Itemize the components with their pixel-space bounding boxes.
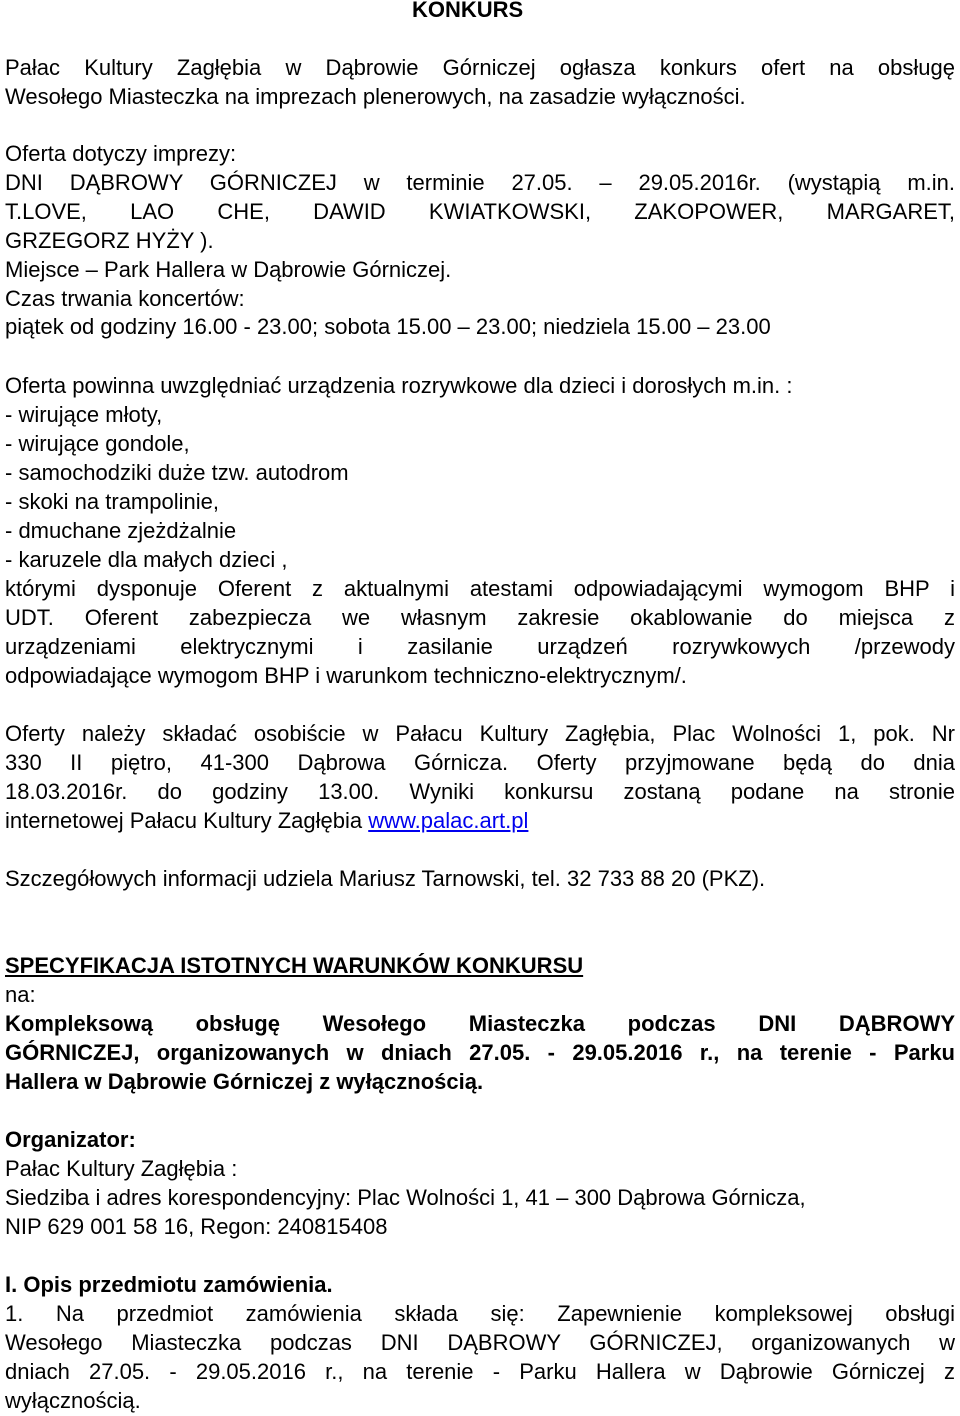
event-schedule: piątek od godziny 16.00 - 23.00; sobota 15.00 – 23.00; niedziela 15.00 – 23.00: [5, 314, 771, 339]
submission-line-1: Oferty należy składać osobiście w Pałacu Kultury Zagłębia, Plac Wolności 1, pok. Nr: [5, 721, 955, 746]
section-1-line-1: 1. Na przedmiot zamówienia składa się: Zapewnienie kompleksowej obsługi: [5, 1301, 955, 1326]
event-line-3: T.LOVE, LAO CHE, DAWID KWIATKOWSKI, ZAKOPOWER, MARGARET,: [5, 199, 955, 224]
event-label: Oferta dotyczy imprezy:: [5, 141, 237, 166]
section-1-line-2: Wesołego Miasteczka podczas DNI DĄBROWY GÓRNICZEJ, organizowanych w: [5, 1330, 955, 1355]
section-1-heading: I. Opis przedmiotu zamówienia.: [5, 1272, 333, 1297]
requirements-line-1: którymi dysponuje Oferent z aktualnymi atestami odpowiadającymi wymogom BHP i: [5, 576, 955, 601]
device-item: - wirujące gondole,: [5, 431, 190, 456]
organizer-address: Siedziba i adres korespondencyjny: Plac Wolności 1, 41 – 300 Dąbrowa Górnicza,: [5, 1185, 806, 1210]
organizer-ids: NIP 629 001 58 16, Regon: 240815408: [5, 1214, 388, 1239]
spec-subject-line-1: Kompleksową obsługę Wesołego Miasteczka podczas DNI DĄBROWY: [5, 1011, 955, 1036]
event-line-4: GRZEGORZ HYŻY ).: [5, 228, 214, 253]
submission-line-2: 330 II piętro, 41-300 Dąbrowa Górnicza. Oferty przyjmowane będą do dnia: [5, 750, 955, 775]
device-item: - dmuchane zjeżdżalnie: [5, 518, 237, 543]
event-line-2: DNI DĄBROWY GÓRNICZEJ w terminie 27.05. – 29.05.2016r. (wystąpią m.in.: [5, 170, 955, 195]
spec-na: na:: [5, 982, 36, 1007]
spec-heading: SPECYFIKACJA ISTOTNYCH WARUNKÓW KONKURSU: [5, 953, 584, 978]
device-item: - skoki na trampolinie,: [5, 489, 219, 514]
device-item: - karuzele dla małych dzieci ,: [5, 547, 288, 572]
organizer-label: Organizator:: [5, 1127, 136, 1152]
requirements-line-3: urządzeniami elektrycznymi i zasilanie urządzeń rozrywkowych /przewody: [5, 634, 955, 659]
requirements-line-4: odpowiadające wymogom BHP i warunkom techniczno-elektrycznym/.: [5, 663, 687, 688]
intro-line-2: Wesołego Miasteczka na imprezach plenerowych, na zasadzie wyłączności.: [5, 84, 746, 109]
submission-line-3: 18.03.2016r. do godziny 13.00. Wyniki konkursu zostaną podane na stronie: [5, 779, 955, 804]
website-link[interactable]: www.palac.art.pl: [368, 808, 529, 833]
requirements-line-2: UDT. Oferent zabezpiecza we własnym zakresie okablowanie do miejsca z: [5, 605, 955, 630]
intro-line-1: Pałac Kultury Zagłębia w Dąbrowie Górniczej ogłasza konkurs ofert na obsługę: [5, 55, 955, 80]
device-item: - wirujące młoty,: [5, 402, 163, 427]
spec-subject-line-3: Hallera w Dąbrowie Górniczej z wyłącznością.: [5, 1069, 484, 1094]
devices-intro: Oferta powinna uwzględniać urządzenia rozrywkowe dla dzieci i dorosłych m.in. :: [5, 373, 793, 398]
submission-line-4: [5, 807, 528, 835]
section-1-line-4: wyłącznością.: [5, 1388, 141, 1413]
event-place: Miejsce – Park Hallera w Dąbrowie Górniczej.: [5, 257, 452, 282]
document-title: KONKURS: [412, 0, 524, 22]
device-item: - samochodziki duże tzw. autodrom: [5, 460, 349, 485]
organizer-name: Pałac Kultury Zagłębia :: [5, 1156, 238, 1181]
submission-line-4-text: internetowej Pałacu Kultury Zagłębia: [5, 808, 363, 833]
section-1-line-3: dniach 27.05. - 29.05.2016 r., na terenie - Parku Hallera w Dąbrowie Górniczej z: [5, 1359, 955, 1384]
duration-label: Czas trwania koncertów:: [5, 286, 245, 311]
contact-info: Szczegółowych informacji udziela Mariusz Tarnowski, tel. 32 733 88 20 (PKZ).: [5, 866, 766, 891]
spec-subject-line-2: GÓRNICZEJ, organizowanych w dniach 27.05. - 29.05.2016 r., na terenie - Parku: [5, 1040, 955, 1065]
